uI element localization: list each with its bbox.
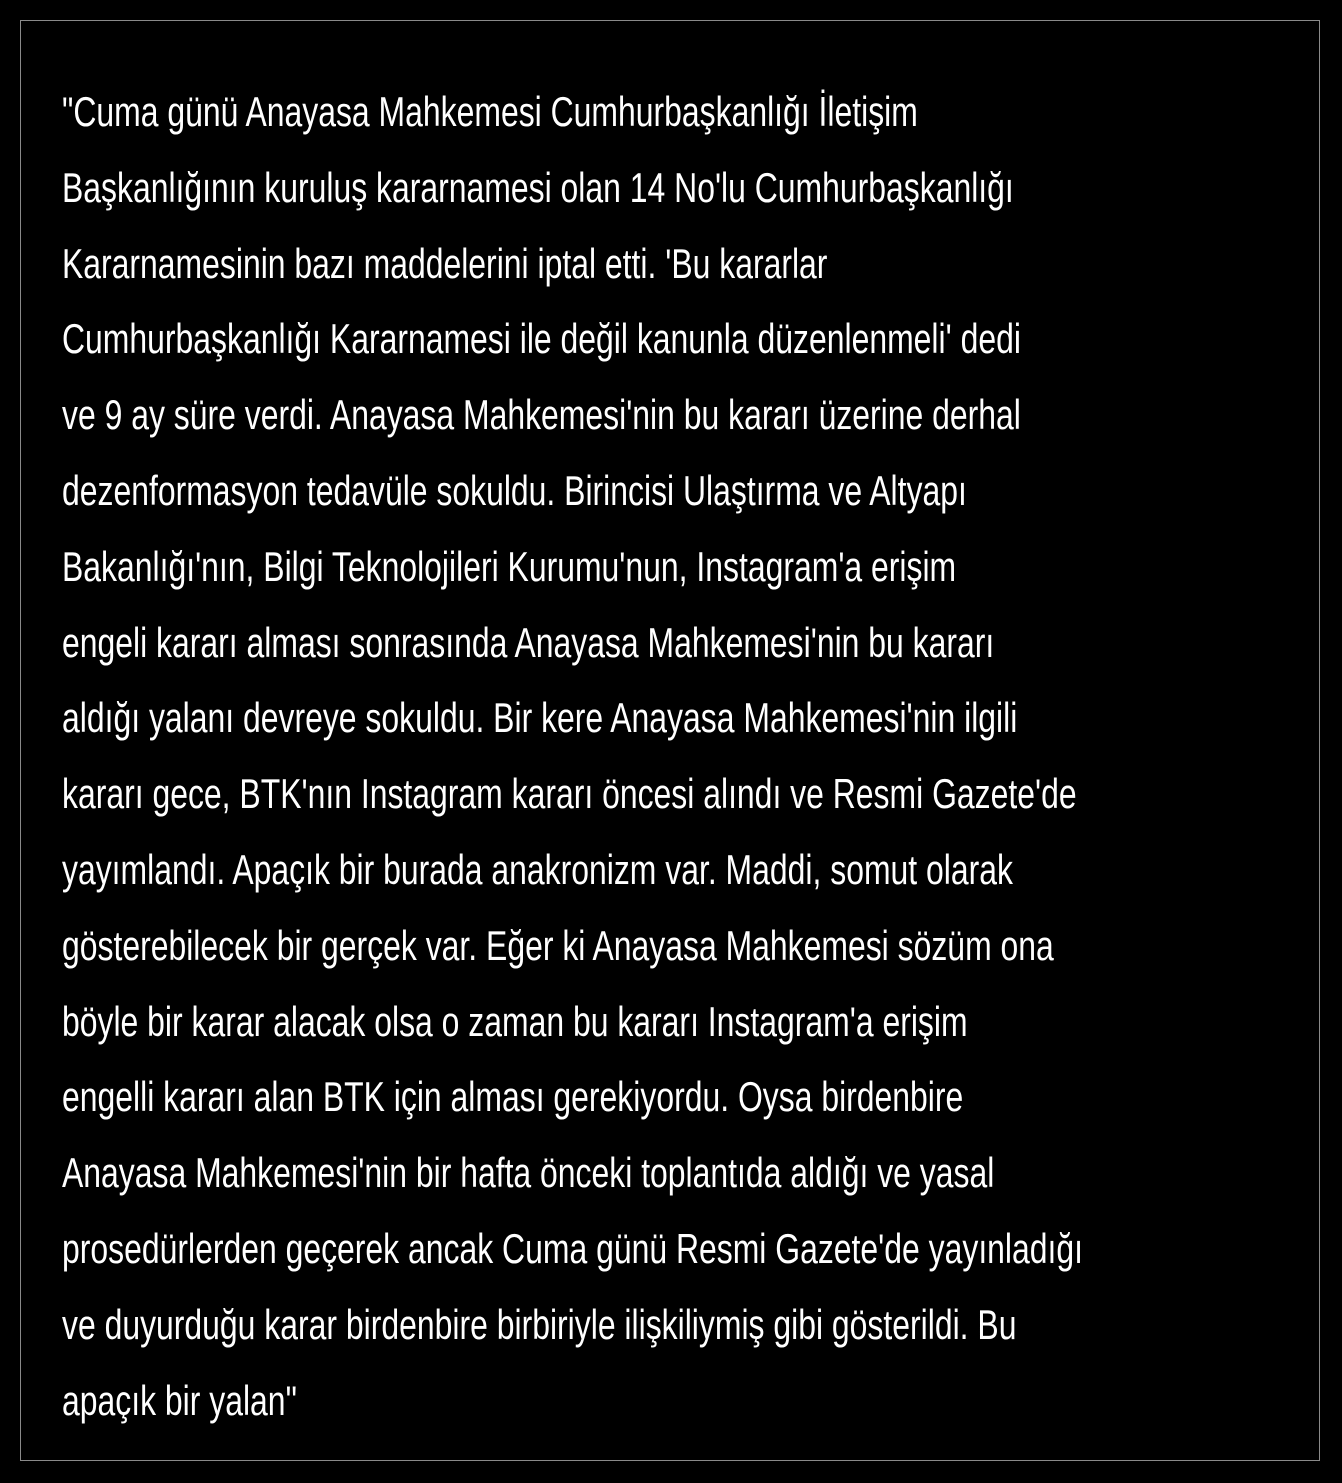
quote-line: Anayasa Mahkemesi'nin bir hafta önceki toplantıda aldığı ve yasal bbox=[62, 1149, 995, 1197]
quote-line: "Cuma günü Anayasa Mahkemesi Cumhurbaşkanlığı İletişim bbox=[62, 88, 918, 135]
quote-line: kararı gece, BTK'nın Instagram kararı öncesi alındı ve Resmi Gazete'de bbox=[62, 770, 1077, 818]
quote-line: ve 9 ay süre verdi. Anayasa Mahkemesi'nin bu kararı üzerine derhal bbox=[62, 391, 1021, 439]
quote-line: engeli kararı alması sonrasında Anayasa Mahkemesi'nin bu kararı bbox=[62, 618, 995, 666]
quote-line: Kararnamesinin bazı maddelerini iptal etti. 'Bu kararlar bbox=[62, 239, 828, 287]
quote-line: Cumhurbaşkanlığı Kararnamesi ile değil kanunla düzenlenmeli' dedi bbox=[62, 315, 1021, 363]
quote-line: engelli kararı alan BTK için alması gerekiyordu. Oysa birdenbire bbox=[62, 1073, 964, 1121]
quote-text-block bbox=[62, 74, 1302, 1438]
quote-line: ve duyurduğu karar birdenbire birbiriyle ilişkiliymiş gibi gösterildi. Bu bbox=[62, 1300, 1017, 1348]
quote-line: apaçık bir yalan" bbox=[62, 1376, 297, 1424]
quote-line: böyle bir karar alacak olsa o zaman bu kararı Instagram'a erişim bbox=[62, 997, 968, 1045]
quote-line: dezenformasyon tedavüle sokuldu. Birincisi Ulaştırma ve Altyapı bbox=[62, 466, 967, 514]
quote-line: prosedürlerden geçerek ancak Cuma günü Resmi Gazete'de yayınladığı bbox=[62, 1224, 1084, 1272]
quote-line: Bakanlığı'nın, Bilgi Teknolojileri Kurumu'nun, Instagram'a erişim bbox=[62, 542, 957, 590]
quote-line: aldığı yalanı devreye sokuldu. Bir kere Anayasa Mahkemesi'nin ilgili bbox=[62, 694, 1018, 742]
quote-line: gösterebilecek bir gerçek var. Eğer ki Anayasa Mahkemesi sözüm ona bbox=[62, 921, 1054, 969]
quote-line: yayımlandı. Apaçık bir burada anakronizm var. Maddi, somut olarak bbox=[62, 845, 1013, 893]
quote-line: Başkanlığının kuruluş kararnamesi olan 14 No'lu Cumhurbaşkanlığı bbox=[62, 163, 1014, 211]
